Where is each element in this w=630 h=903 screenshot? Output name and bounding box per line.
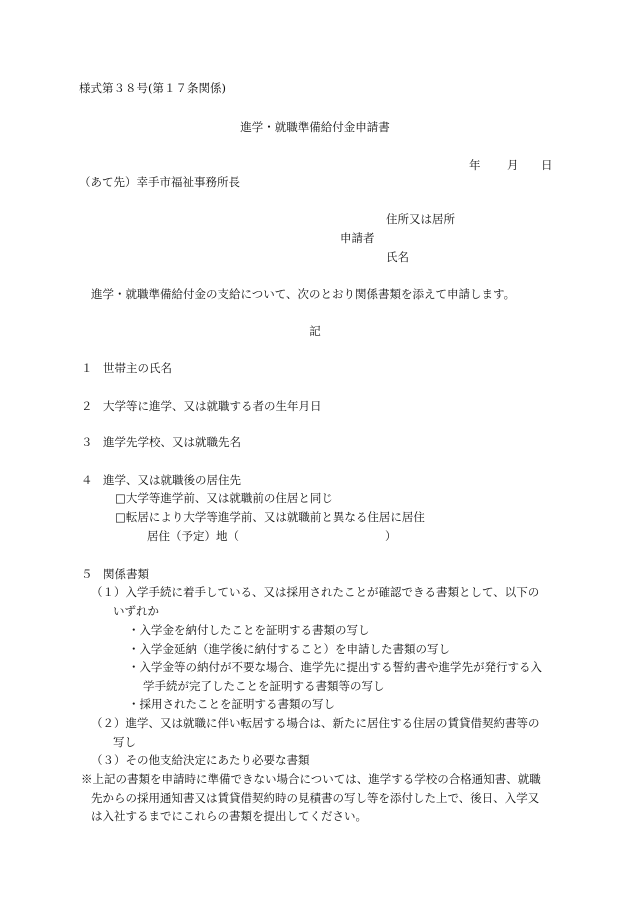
item-number: ２	[81, 399, 93, 413]
item-number: ４	[81, 473, 93, 487]
item-3	[81, 434, 241, 450]
form-number: 様式第３８号(第１７条関係)	[79, 81, 226, 95]
ki-heading: 記	[309, 324, 321, 338]
item-text: 世帯主の氏名	[103, 361, 172, 375]
applicant-label: 申請者	[340, 231, 375, 245]
documents-bullet-3-line2: 学手続が完了したことを証明する書類等の写し	[143, 679, 385, 693]
documents-bullet-4: ・採用されたことを証明する書類の写し	[128, 697, 335, 711]
date-month-label: 月	[507, 158, 519, 172]
date-year-label: 年	[469, 158, 481, 172]
residence-place-field	[147, 528, 397, 544]
documents-bullet-3-line1: ・入学金等の納付が不要な場合、進学先に提出する誓約書や進学先が発行する入	[128, 660, 542, 674]
item-text: 進学、又は就職後の居住先	[103, 473, 241, 487]
item-text: 進学先学校、又は就職先名	[103, 435, 241, 449]
item-4	[81, 472, 241, 488]
item-number: １	[81, 361, 93, 375]
item-number: ５	[81, 567, 93, 581]
documents-sub1-line1: （１）入学手続に着手している、又は採用されたことが確認できる書類として、以下の	[91, 585, 540, 599]
note-line2: 先からの採用通知書又は賃貸借契約時の見積書の写し等を添付した上で、後日、入学又	[91, 791, 540, 805]
note-line3: は入社するまでにこれらの書類を提出してください。	[91, 809, 367, 823]
name-label: 氏名	[386, 250, 409, 264]
residence-option-moved[interactable]: □転居により大学等進学前、又は就職前と異なる住居に居住	[115, 510, 425, 524]
documents-sub2-line1: （２）進学、又は就職に伴い転居する場合は、新たに居住する住居の賃貸借契約書等の	[91, 716, 540, 730]
residence-place-close: ）	[385, 529, 397, 543]
document-title: 進学・就職準備給付金申請書	[240, 120, 390, 134]
item-text: 関係書類	[103, 567, 149, 581]
address-label: 住所又は居所	[386, 212, 455, 226]
residence-place-label: 居住（予定）地（	[147, 529, 239, 543]
documents-sub1-line2: いずれか	[113, 604, 159, 618]
documents-bullet-1: ・入学金を納付したことを証明する書類の写し	[128, 623, 370, 637]
date-day-label: 日	[541, 158, 553, 172]
documents-sub3: （３）その他支給決定にあたり必要な書類	[91, 753, 310, 767]
note-line1: ※上記の書類を申請時に準備できない場合については、進学する学校の合格通知書、就職	[81, 772, 541, 786]
documents-bullet-2: ・入学金延納（進学後に納付すること）を申請した書類の写し	[128, 642, 450, 656]
addressee: （あて先）幸手市福祉事務所長	[79, 175, 240, 189]
item-text: 大学等に進学、又は就職する者の生年月日	[103, 399, 322, 413]
item-2	[81, 398, 322, 414]
item-1	[81, 360, 172, 376]
item-number: ３	[81, 435, 93, 449]
item-5	[81, 566, 149, 582]
residence-option-same[interactable]: □大学等進学前、又は就職前の住居と同じ	[115, 491, 333, 505]
intro-text: 進学・就職準備給付金の支給について、次のとおり関係書類を添えて申請します。	[91, 287, 516, 301]
documents-sub2-line2: 写し	[113, 735, 136, 749]
